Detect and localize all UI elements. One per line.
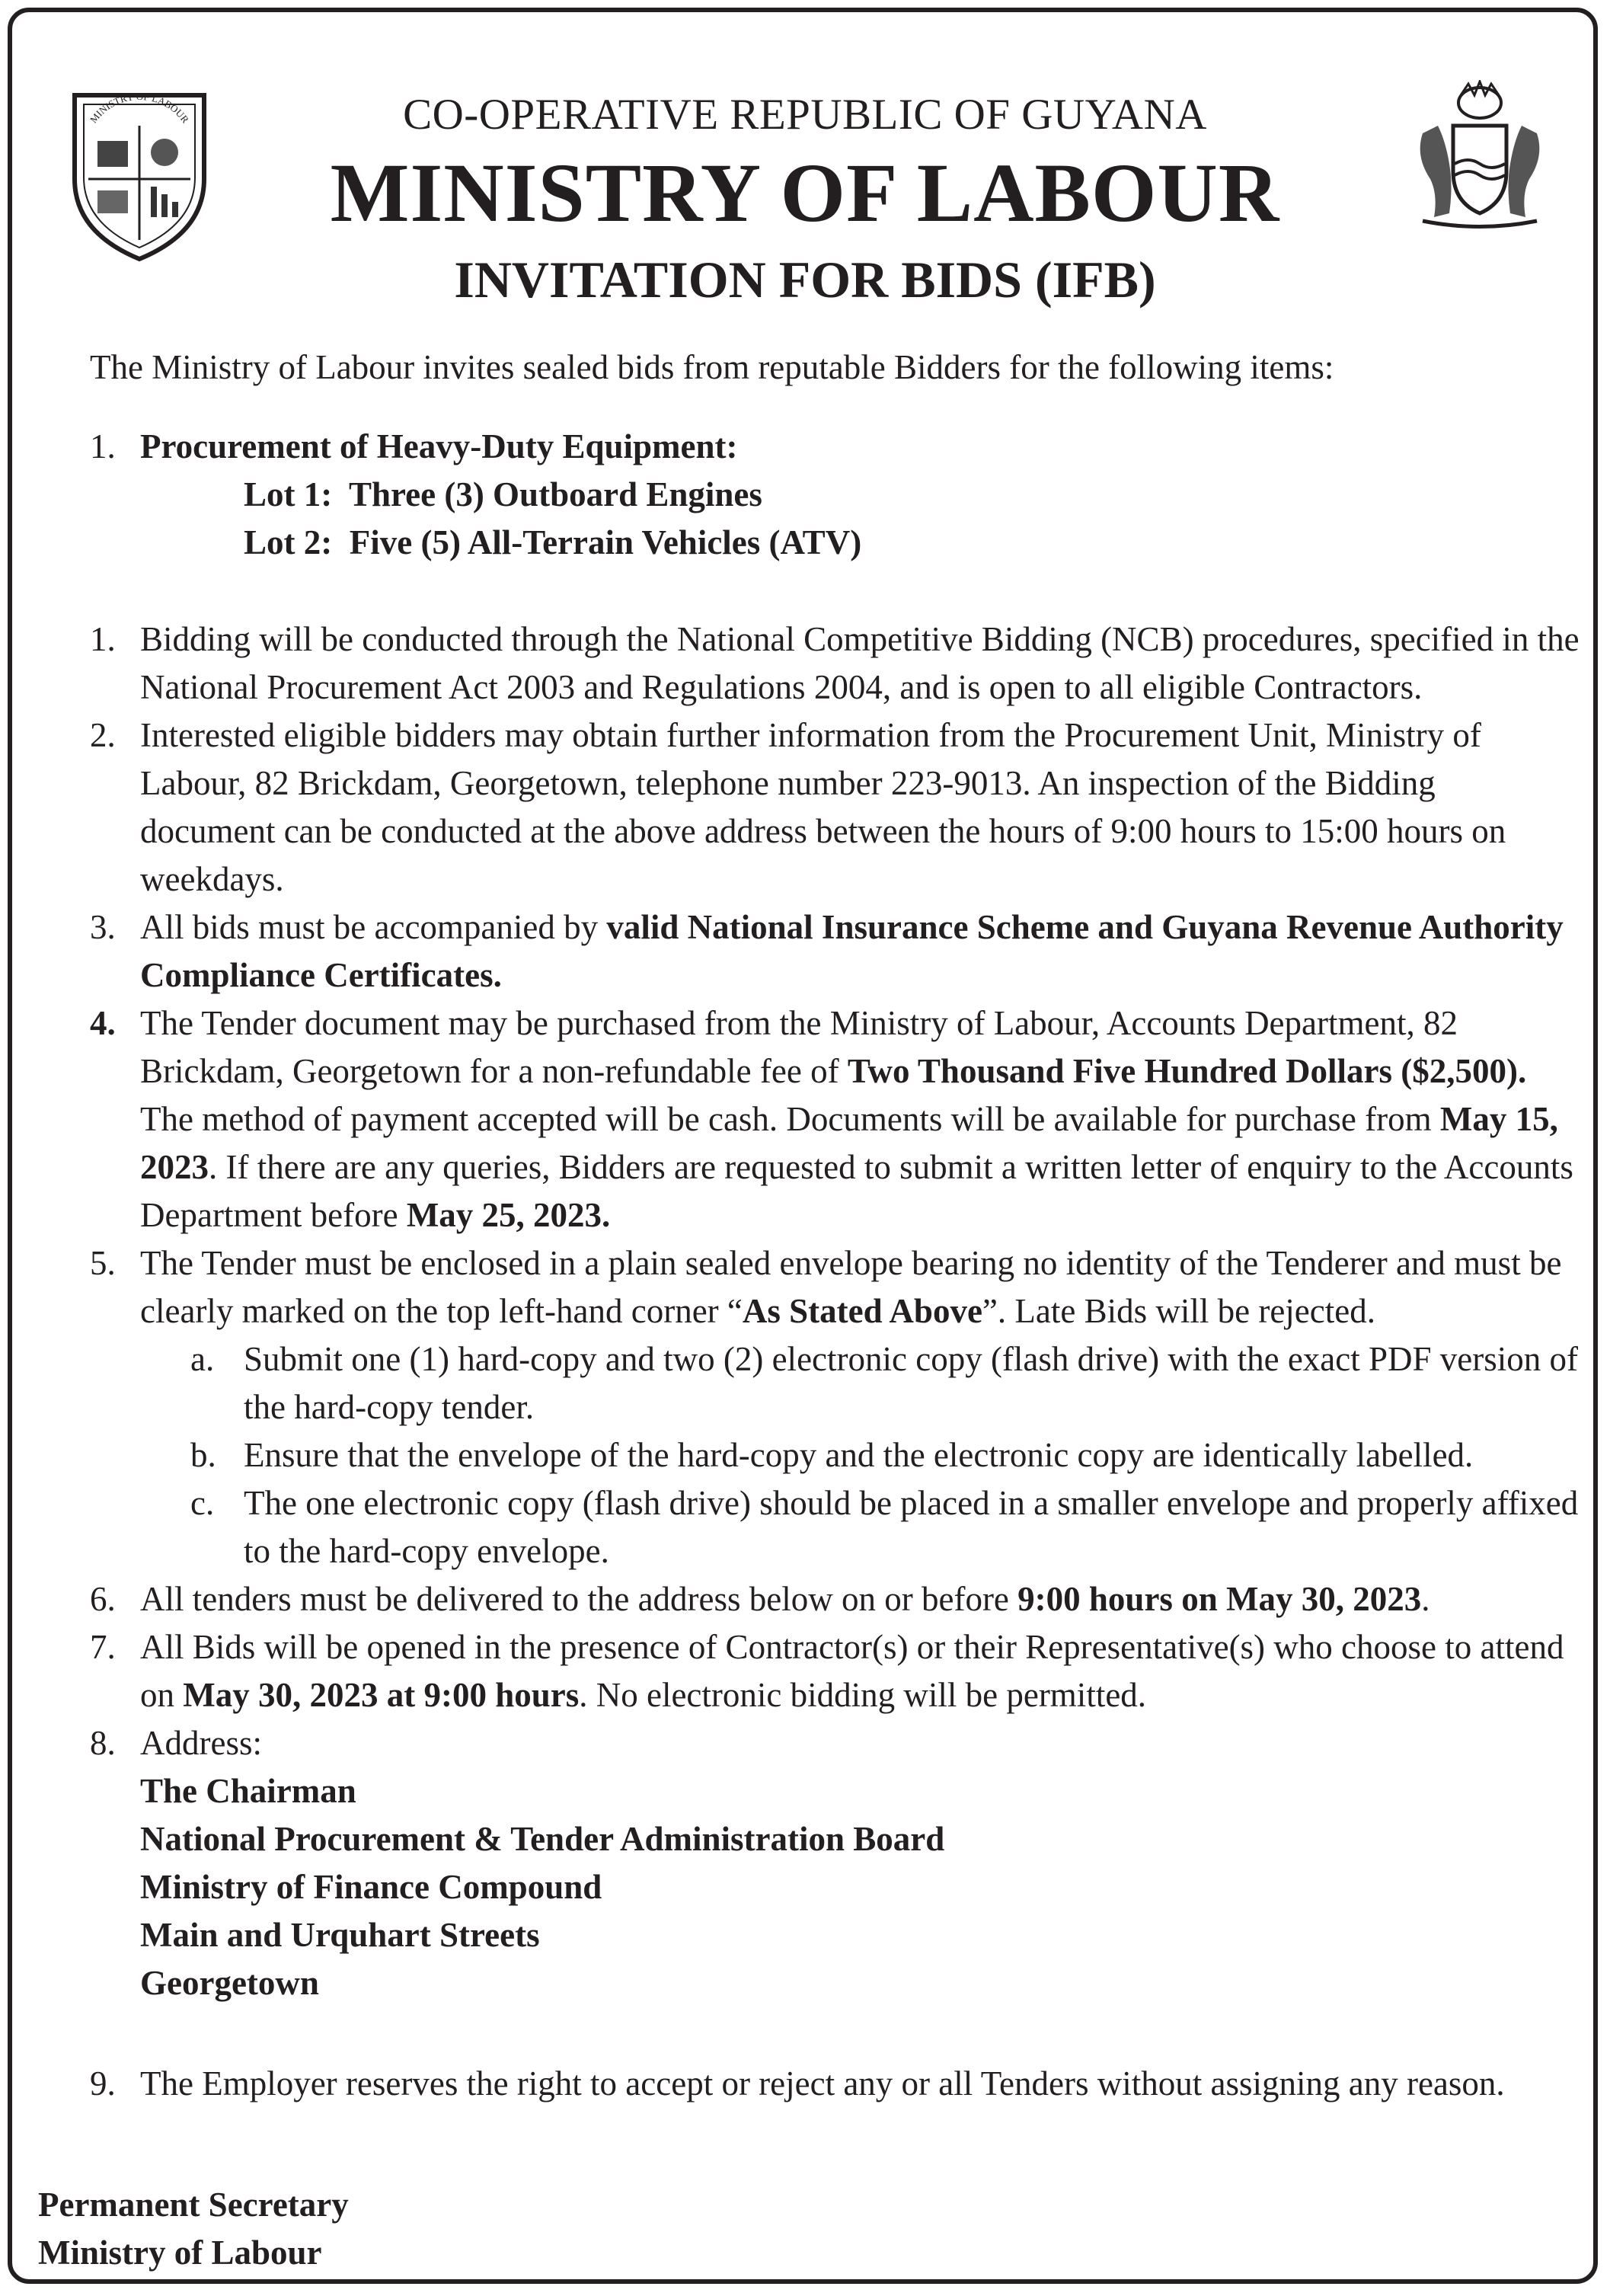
intro-text: The Ministry of Labour invites sealed bids from reputable Bidders for the following items:: [90, 348, 1334, 386]
ministry-heading: MINISTRY OF LABOUR: [330, 146, 1280, 239]
notice-title: INVITATION FOR BIDS (IFB): [454, 251, 1156, 309]
signature-org: Ministry of Labour: [38, 2234, 322, 2272]
country-heading: CO-OPERATIVE REPUBLIC OF GUYANA: [403, 91, 1207, 139]
signature-title: Permanent Secretary: [38, 2186, 349, 2224]
list-number: 1.: [90, 427, 116, 465]
lot-label: Lot 1: Three (3) Outboard Engines: [244, 475, 762, 513]
svg-text:MINISTRY OF LABOUR: MINISTRY OF LABOUR: [87, 90, 192, 126]
procurement-title: Procurement of Heavy-Duty Equipment:: [140, 427, 738, 465]
lot-label: Lot 2: Five (5) All-Terrain Vehicles (ATV): [244, 523, 862, 561]
